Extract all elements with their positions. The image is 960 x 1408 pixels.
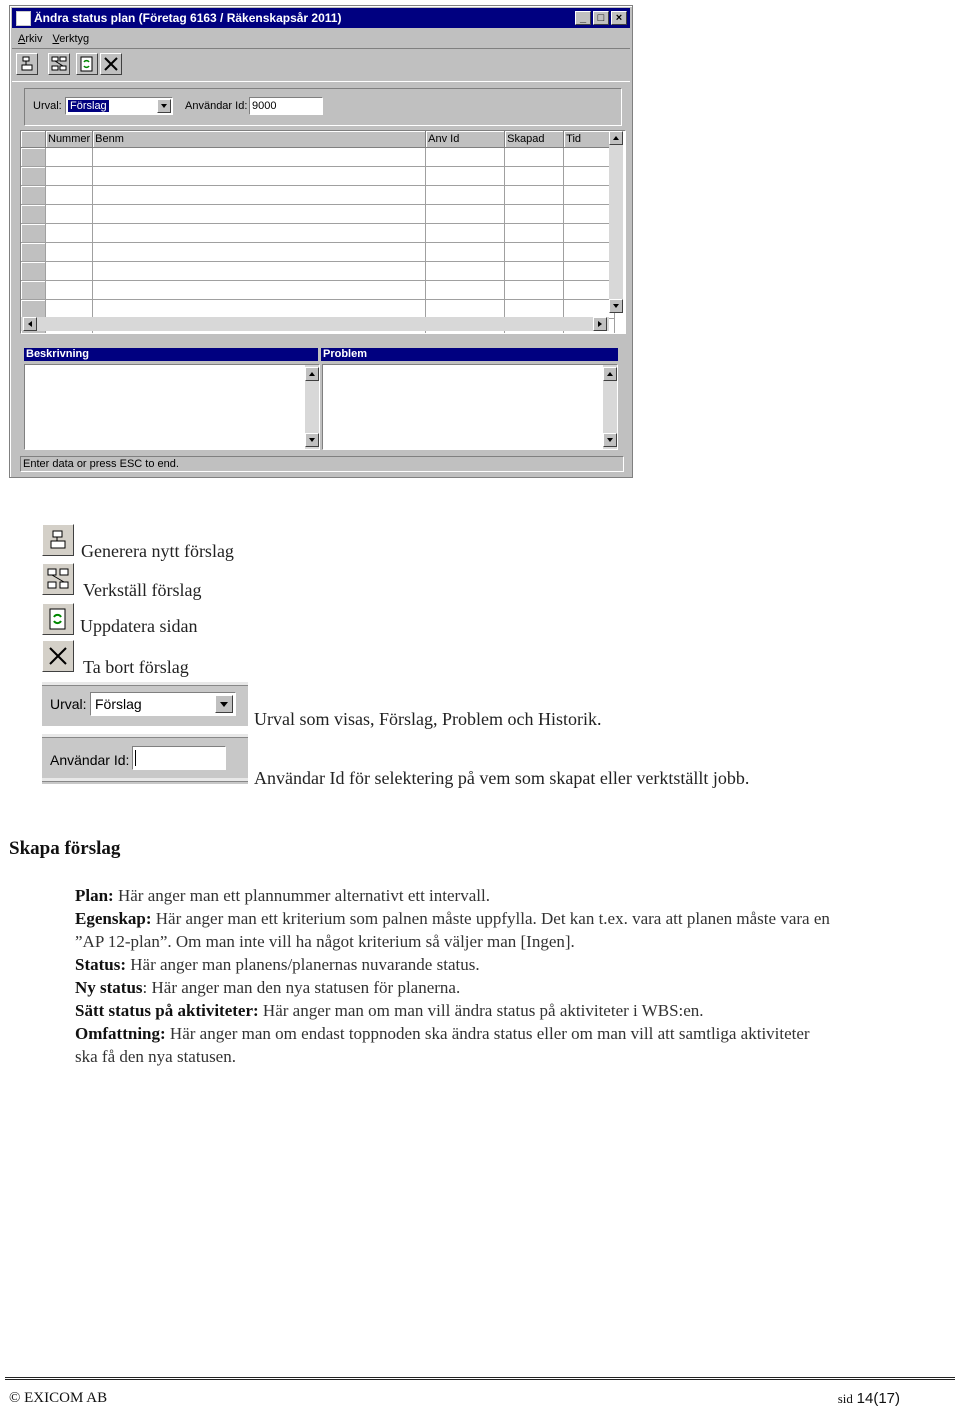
app-icon <box>16 11 31 26</box>
scroll-up-icon[interactable] <box>603 367 617 381</box>
col-anv-id[interactable]: Anv Id <box>426 131 505 148</box>
table-cell[interactable] <box>93 186 426 205</box>
table-cell[interactable] <box>505 224 564 243</box>
footer-copyright: © EXICOM AB <box>9 1390 108 1406</box>
scroll-up-icon[interactable] <box>305 367 319 381</box>
scroll-right-icon[interactable] <box>593 317 607 331</box>
definition-list <box>75 884 835 1068</box>
table-cell[interactable] <box>93 167 426 186</box>
table-cell[interactable] <box>46 167 93 186</box>
row-header[interactable] <box>21 281 46 300</box>
table-cell[interactable] <box>505 186 564 205</box>
urval-select[interactable] <box>65 97 173 115</box>
footer-sid-label: sid <box>837 1391 853 1406</box>
execute-button[interactable] <box>48 53 70 75</box>
delete-icon <box>42 640 74 672</box>
col-tid[interactable]: Tid <box>564 131 615 148</box>
table-cell[interactable] <box>426 167 505 186</box>
table-cell[interactable] <box>93 148 426 167</box>
urval-crop <box>42 682 248 726</box>
table-cell[interactable] <box>93 205 426 224</box>
table-cell[interactable] <box>505 205 564 224</box>
delete-button[interactable] <box>100 53 122 75</box>
urval-value: Förslag <box>70 100 107 112</box>
title-bar <box>12 8 630 28</box>
problem-header: Problem <box>321 348 618 361</box>
scroll-down-icon[interactable] <box>603 433 617 447</box>
window-title: Ändra status plan (Företag 6163 / Räkenskapsår 2011) <box>34 11 342 25</box>
table-cell[interactable] <box>426 262 505 281</box>
table-cell[interactable] <box>505 262 564 281</box>
urval-desc: Urval som visas, Förslag, Problem och Historik. <box>254 709 602 729</box>
table-cell[interactable] <box>46 281 93 300</box>
problem-pane[interactable] <box>322 364 618 450</box>
filter-panel <box>24 88 622 126</box>
table-cell[interactable] <box>564 262 615 281</box>
def-ny-status: Ny status: Här anger man den nya statusen för planerna. <box>75 978 461 997</box>
user-id-crop-field <box>132 746 226 770</box>
table-cell[interactable] <box>46 300 93 319</box>
table-cell[interactable] <box>564 186 615 205</box>
table-row[interactable] <box>21 186 615 205</box>
scroll-left-icon[interactable] <box>23 317 37 331</box>
def-plan: Plan: Här anger man ett plannummer alternativt ett intervall. <box>75 886 490 905</box>
table-row[interactable] <box>21 148 615 167</box>
delete-icon <box>103 56 119 72</box>
table-cell[interactable] <box>93 243 426 262</box>
col-benm[interactable]: Benm <box>93 131 426 148</box>
row-header[interactable] <box>21 224 46 243</box>
user-id-crop-label: Användar Id: <box>50 752 130 768</box>
table-row[interactable] <box>21 167 615 186</box>
table-cell[interactable] <box>505 148 564 167</box>
problem-scrollbar[interactable] <box>603 365 617 449</box>
table-cell[interactable] <box>564 205 615 224</box>
status-bar: Enter data or press ESC to end. <box>20 456 624 472</box>
def-omfattning: Omfattning: Här anger man om endast toppnoden ska ändra status eller om man vill att samtliga aktiviteter ska få den nya statusen. <box>75 1024 810 1066</box>
table-row[interactable] <box>21 262 615 281</box>
grid-hscrollbar[interactable] <box>21 317 609 331</box>
table-cell[interactable] <box>93 281 426 300</box>
table-cell[interactable] <box>505 281 564 300</box>
user-id-crop <box>42 734 248 784</box>
table-row[interactable] <box>21 281 615 300</box>
table-row[interactable] <box>21 300 615 319</box>
beskrivning-header: Beskrivning <box>24 348 318 361</box>
legend-execute: Verkställ förslag <box>83 580 202 600</box>
row-header-corner <box>21 131 46 148</box>
table-cell[interactable] <box>564 167 615 186</box>
execute-icon <box>51 56 67 72</box>
plan-grid <box>20 130 626 334</box>
table-cell[interactable] <box>505 300 564 319</box>
def-status: Status: Här anger man planens/planernas nuvarande status. <box>75 955 480 974</box>
table-cell[interactable] <box>564 148 615 167</box>
urval-crop-value: Förslag <box>95 696 142 712</box>
row-header[interactable] <box>21 262 46 281</box>
menu-arkiv[interactable]: Arkiv <box>18 33 43 45</box>
table-cell[interactable] <box>564 224 615 243</box>
table-cell[interactable] <box>426 300 505 319</box>
grid-vscrollbar[interactable] <box>609 131 623 313</box>
table-cell[interactable] <box>426 243 505 262</box>
table-row[interactable] <box>21 243 615 262</box>
table-cell[interactable] <box>426 224 505 243</box>
chevron-down-icon <box>215 695 233 713</box>
legend-refresh: Uppdatera sidan <box>80 616 198 636</box>
generate-icon <box>19 56 35 72</box>
section-heading: Skapa förslag <box>9 838 121 859</box>
menu-verktyg[interactable]: Verktyg <box>52 33 90 45</box>
row-header[interactable] <box>21 186 46 205</box>
generate-button[interactable] <box>16 53 38 75</box>
row-header[interactable] <box>21 205 46 224</box>
table-row[interactable] <box>21 205 615 224</box>
table-cell[interactable] <box>426 205 505 224</box>
beskrivning-pane[interactable] <box>24 364 320 450</box>
urval-crop-label: Urval: <box>50 696 87 712</box>
table-cell[interactable] <box>93 224 426 243</box>
table-cell[interactable] <box>564 281 615 300</box>
scroll-down-icon[interactable] <box>305 433 319 447</box>
generate-icon <box>42 524 74 556</box>
user-id-desc: Användar Id för selektering på vem som skapat eller verktställt jobb. <box>254 768 750 788</box>
def-satt-status: Sätt status på aktiviteter: Här anger man om man vill ändra status på aktiviteter i WBS:en. <box>75 1001 704 1020</box>
table-cell[interactable] <box>505 243 564 262</box>
table-row[interactable] <box>21 224 615 243</box>
close-button[interactable]: × <box>611 11 627 25</box>
table-cell[interactable] <box>46 262 93 281</box>
table-cell[interactable] <box>46 224 93 243</box>
table-cell[interactable] <box>46 148 93 167</box>
table-cell[interactable] <box>564 300 615 319</box>
table-cell[interactable] <box>46 186 93 205</box>
maximize-button[interactable]: □ <box>593 11 609 25</box>
footer-rule <box>5 1377 955 1383</box>
table-cell[interactable] <box>505 167 564 186</box>
col-nummer[interactable]: Nummer <box>46 131 93 148</box>
app-window <box>9 5 633 478</box>
table-cell[interactable] <box>93 300 426 319</box>
def-egenskap: Egenskap: Här anger man ett kriterium som palnen måste uppfylla. Det kan t.ex. vara att planen måste vara en ”AP 12-plan”. Om man inte vill ha något kriterium så väljer man [Ingen]. <box>75 909 830 951</box>
row-header[interactable] <box>21 167 46 186</box>
table-cell[interactable] <box>46 243 93 262</box>
table-cell[interactable] <box>46 205 93 224</box>
chevron-down-icon[interactable] <box>157 99 171 113</box>
user-id-label: Användar Id: <box>185 100 248 112</box>
beskrivning-scrollbar[interactable] <box>305 365 319 449</box>
table-cell[interactable] <box>426 186 505 205</box>
row-header[interactable] <box>21 300 46 319</box>
table-cell[interactable] <box>426 148 505 167</box>
legend-delete: Ta bort förslag <box>83 657 189 677</box>
row-header[interactable] <box>21 148 46 167</box>
table-cell[interactable] <box>564 243 615 262</box>
toolbar <box>12 48 630 82</box>
refresh-icon <box>42 603 74 635</box>
urval-label: Urval: <box>33 100 62 112</box>
execute-icon <box>42 563 74 595</box>
row-header[interactable] <box>21 243 46 262</box>
table-cell[interactable] <box>93 262 426 281</box>
footer-page <box>838 1390 900 1408</box>
refresh-button[interactable] <box>76 53 98 75</box>
page-number: 14(17) <box>856 1390 900 1407</box>
col-skapad[interactable]: Skapad <box>505 131 564 148</box>
scroll-down-icon[interactable] <box>609 299 623 313</box>
legend-generate: Generera nytt förslag <box>81 541 234 561</box>
urval-crop-select <box>90 692 236 716</box>
user-id-input[interactable]: 9000 <box>249 97 323 115</box>
refresh-icon <box>79 56 95 72</box>
minimize-button[interactable]: _ <box>575 11 591 25</box>
scroll-up-icon[interactable] <box>609 131 623 145</box>
menu-bar <box>12 30 89 48</box>
table-cell[interactable] <box>426 281 505 300</box>
